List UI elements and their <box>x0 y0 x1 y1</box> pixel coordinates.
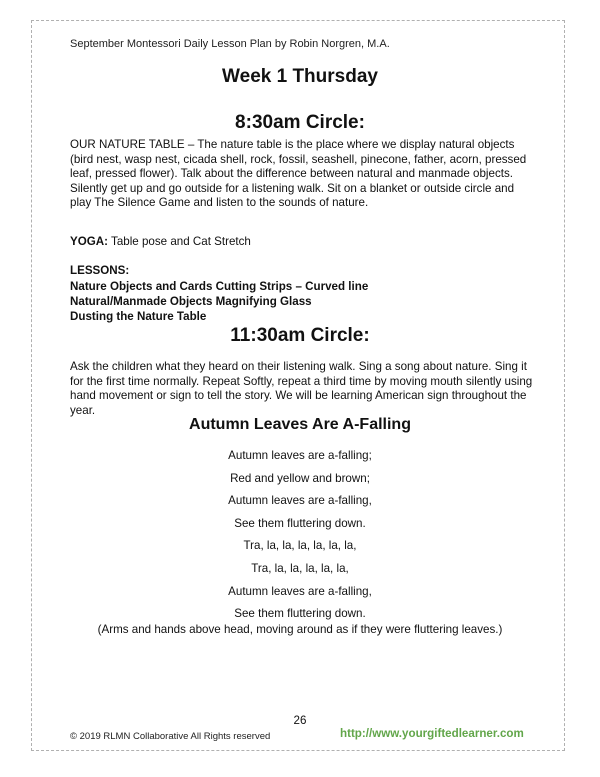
page-number: 26 <box>293 714 307 727</box>
song-line: Tra, la, la, la, la, la, la, <box>243 539 357 553</box>
lessons-heading: LESSONS: <box>70 264 130 277</box>
song-line: Red and yellow and brown; <box>230 471 370 485</box>
yoga-line <box>70 235 251 248</box>
lesson-item: Natural/Manmade Objects Magnifying Glass <box>70 294 312 308</box>
song-line: Autumn leaves are a-falling, <box>228 584 372 598</box>
yoga-label: YOGA: <box>70 235 109 248</box>
song-line: See them fluttering down. <box>234 607 366 621</box>
lesson-item: Nature Objects and Cards Cutting Strips – Curved line <box>70 280 369 293</box>
song-note: (Arms and hands above head, moving around as if they were fluttering leaves.) <box>97 623 503 636</box>
copyright-notice: © 2019 RLMN Collaborative All Rights reserved <box>70 731 271 742</box>
document-header: September Montessori Daily Lesson Plan by Robin Norgren, M.A. <box>70 38 390 50</box>
song-line: Autumn leaves are a-falling, <box>228 494 372 508</box>
page-title: Week 1 Thursday <box>222 66 378 87</box>
lesson-item: Dusting the Nature Table <box>70 309 207 323</box>
song-title: Autumn Leaves Are A-Falling <box>189 416 411 433</box>
circle1-paragraph: OUR NATURE TABLE – The nature table is the place where we display natural objects (bird nest, wasp nest, cicada shell, rock, fossil, seashell, pinecone, father, acorn, pressed leaf, pressed flower). Talk about the difference between natural and manmade objects. Silently get up and go outside for a listening walk. Sit on a blanket or outside circle and play The Silence Game and listen to the sounds of nature. <box>70 138 527 210</box>
website-link[interactable]: http://www.yourgiftedlearner.com <box>340 727 524 740</box>
song-lyrics <box>0 449 600 630</box>
song-line: Tra, la, la, la, la, la, <box>251 561 349 575</box>
circle2-paragraph: Ask the children what they heard on their listening walk. Sing a song about nature. Sing it for the first time normally. Repeat Softly, repeat a third time by moving mouth silently using hand movement or sign to tell the story. We will be learning American sign throughout the year. <box>70 360 533 417</box>
yoga-text: Table pose and Cat Stretch <box>108 235 251 248</box>
song-line: See them fluttering down. <box>234 516 366 530</box>
song-line: Autumn leaves are a-falling; <box>228 449 372 462</box>
circle2-heading: 11:30am Circle: <box>230 325 370 346</box>
lessons-list <box>70 280 368 324</box>
circle1-heading: 8:30am Circle: <box>235 112 365 133</box>
